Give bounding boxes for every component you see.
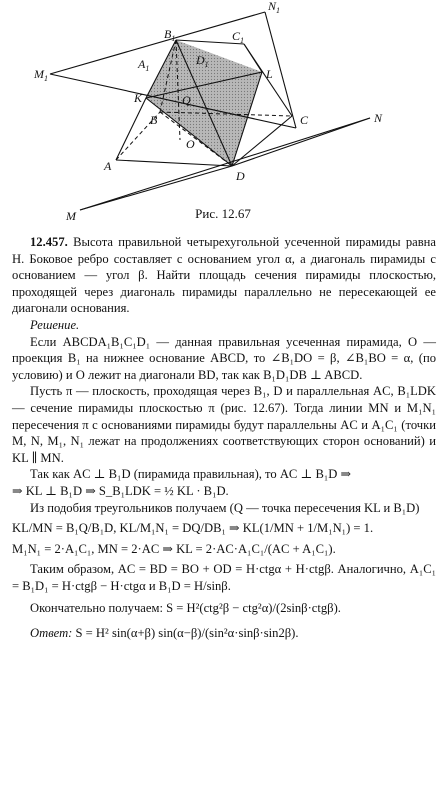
answer-label: Ответ: — [30, 626, 73, 641]
pyramid-section-diagram — [0, 0, 446, 230]
equation-2: KL/MN = B₁Q/B₁D, KL/M₁N₁ = DQ/DB₁ ⇒ KL(1/MN + 1/M₁N₁) = 1. — [12, 521, 374, 536]
problem-text: Высота правильной четырехугольной усеченной пирамиды равна H. Боковое ребро составляет с основанием угол α, а диагональ пирамиды с основанием — угол β. Найти площадь сечения пирамиды плоскостью, проходящей через диагональ пирамиды параллельно не пересекающей ее диагонали основания. — [12, 235, 437, 316]
solution-p1: Если ABCDA₁B₁C₁D₁ — данная правильная усеченная пирамида, O — проекция B₁ на нижнее основание ABCD, то ∠B₁DO = β, ∠B₁BO = α, (по условию) и O лежит на диагонали BD, так как B₁D₁DB ⊥ ABCD. — [12, 334, 436, 382]
problem-statement — [12, 234, 436, 317]
label-K: K — [134, 91, 143, 105]
label-B1: $B_1$ — [164, 27, 176, 43]
problem-number: 12.457. — [30, 235, 68, 249]
solution-p5: Таким образом, AC = BD = BO + OD = H·ctgα + H·ctgβ. Аналогично, A₁C₁ = B₁D₁ = H·ctgβ − H·ctgα и B₁D = H/sinβ. — [12, 562, 436, 593]
equation-4: S = H²(ctg²β − ctg²α)/(2sinβ·ctgβ). — [166, 601, 341, 616]
final-label: Окончательно получаем: — [30, 601, 163, 616]
solution-p3: Так как AC ⊥ B₁D (пирамида правильная), то AC ⊥ B₁D ⇒ — [30, 467, 352, 482]
label-C1: $C_1$ — [232, 29, 245, 45]
label-M1: $M_1$ — [34, 67, 48, 83]
solution-p6 — [12, 600, 436, 617]
label-M: M — [66, 209, 76, 223]
label-A: A — [104, 159, 112, 173]
label-L: L — [266, 67, 273, 81]
figure-caption: Рис. 12.67 — [195, 206, 251, 221]
solution-heading: Решение. — [30, 317, 80, 332]
answer — [12, 625, 436, 642]
solution-p2: Пусть π — плоскость, проходящая через B₁, D и параллельная AC, B₁LDK — сечение пирамиды плоскостью π (рис. 12.67). Тогда линии MN и M₁N₁ пересечения π с основаниями пирамиды будут параллельны AC и A₁C₁ (точки M, N, M₁, N₁ лежат на продолжениях соответствующих сторон оснований) и KL ∥ MN. — [12, 384, 436, 465]
equation-1: ⇒ KL ⊥ B₁D ⇒ S_B₁LDK = ½ KL · B₁D. — [12, 483, 229, 498]
solution-p4: Из подобия треугольников получаем (Q — точка пересечения KL и B₁D) — [30, 500, 420, 515]
label-N: N — [374, 111, 383, 125]
label-B: B — [150, 113, 158, 127]
problem-body — [12, 234, 436, 642]
figure — [0, 0, 446, 230]
label-D1: $D_1$ — [196, 53, 209, 69]
label-C: C — [300, 113, 309, 127]
label-O: O — [186, 137, 195, 151]
label-Q: Q — [182, 93, 191, 107]
answer-formula: S = H² sin(α+β) sin(α−β)/(sin²α·sinβ·sin2β). — [75, 626, 299, 641]
equation-3: M₁N₁ = 2·A₁C₁, MN = 2·AC ⇒ KL = 2·AC·A₁C₁/(AC + A₁C₁). — [12, 541, 336, 556]
label-A1: $A_1$ — [138, 57, 150, 73]
label-D: D — [236, 169, 245, 183]
label-N1: $N_1$ — [268, 0, 281, 15]
